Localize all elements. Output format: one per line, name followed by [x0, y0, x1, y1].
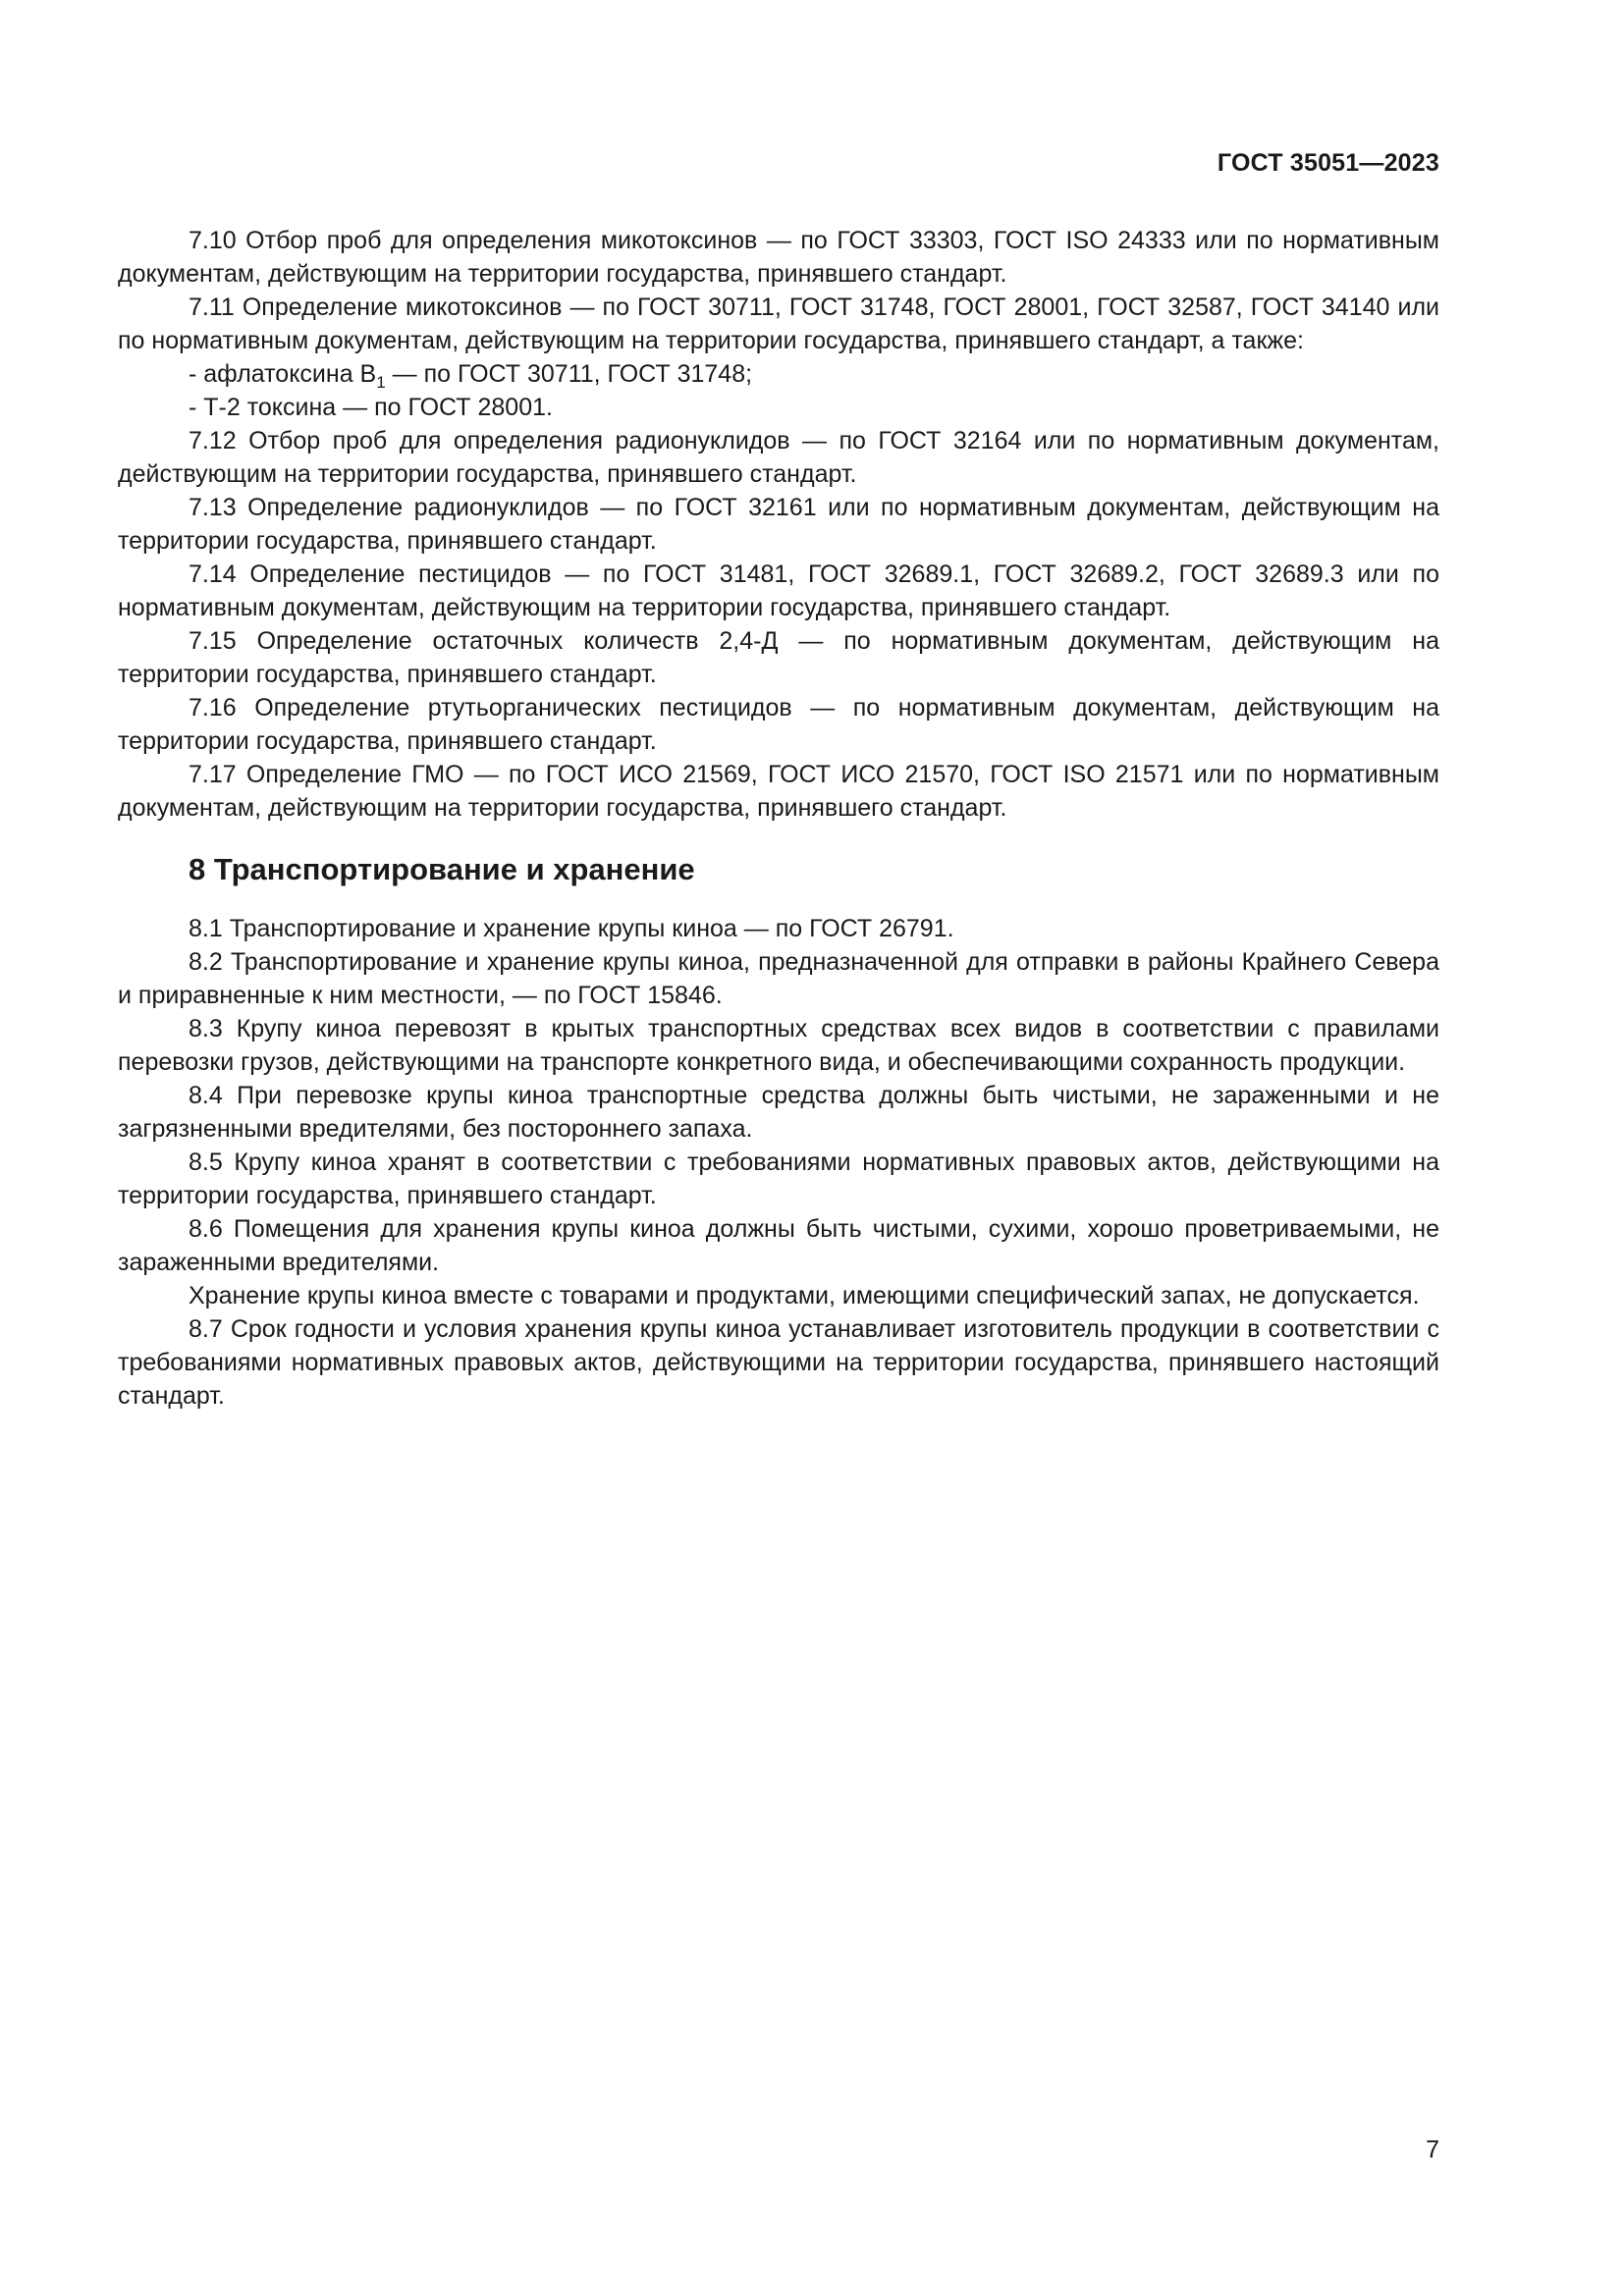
- list-item-aflatoxin-subscript: 1: [376, 373, 386, 392]
- paragraph-7-12: 7.12 Отбор проб для определения радионуклидов — по ГОСТ 32164 или по нормативным документам, действующим на территории государства, принявшего стандарт.: [118, 427, 1439, 488]
- paragraph-7-14: 7.14 Определение пестицидов — по ГОСТ 31481, ГОСТ 32689.1, ГОСТ 32689.2, ГОСТ 32689.3 или по нормативным документам, действующим на территории государства, принявшего стандарт.: [118, 561, 1439, 621]
- page-number: 7: [1426, 2136, 1439, 2163]
- paragraph-8-4: 8.4 При перевозке крупы киноа транспортные средства должны быть чистыми, не зараженными и не загрязненными вредителями, без постороннего запаха.: [118, 1082, 1439, 1143]
- paragraph-7-11: 7.11 Определение микотоксинов — по ГОСТ 30711, ГОСТ 31748, ГОСТ 28001, ГОСТ 32587, ГОСТ 34140 или по нормативным документам, действующим на территории государства, принявшего стандарт, а также:: [118, 294, 1439, 354]
- list-item-aflatoxin-suffix: — по ГОСТ 30711, ГОСТ 31748;: [385, 360, 753, 388]
- document-id-header: ГОСТ 35051—2023: [1217, 149, 1439, 177]
- paragraph-8-7: 8.7 Срок годности и условия хранения крупы киноа устанавливает изготовитель продукции в соответствии с требованиями нормативных правовых актов, действующими на территории государства, принявшего настоящий стандарт.: [118, 1315, 1439, 1410]
- document-body: [118, 224, 1439, 1413]
- paragraph-8-5: 8.5 Крупу киноа хранят в соответствии с требованиями нормативных правовых актов, действующими на территории государства, принявшего стандарт.: [118, 1148, 1439, 1209]
- paragraph-8-2: 8.2 Транспортирование и хранение крупы киноа, предназначенной для отправки в районы Крайнего Севера и приравненные к ним местности, — по ГОСТ 15846.: [118, 948, 1439, 1009]
- list-item-aflatoxin-prefix: - афлатоксина B: [189, 360, 377, 388]
- paragraph-8-1: 8.1 Транспортирование и хранение крупы киноа — по ГОСТ 26791.: [189, 915, 954, 942]
- list-item-t2-toxin: - Т-2 токсина — по ГОСТ 28001.: [189, 394, 553, 421]
- paragraph-7-17: 7.17 Определение ГМО — по ГОСТ ИСО 21569, ГОСТ ИСО 21570, ГОСТ ISO 21571 или по нормативным документам, действующим на территории государства, принявшего стандарт.: [118, 761, 1439, 822]
- section-8-heading: 8 Транспортирование и хранение: [189, 852, 695, 886]
- paragraph-7-15: 7.15 Определение остаточных количеств 2,4-Д — по нормативным документам, действующим на территории государства, принявшего стандарт.: [118, 627, 1439, 688]
- paragraph-7-10: 7.10 Отбор проб для определения микотоксинов — по ГОСТ 33303, ГОСТ ISO 24333 или по нормативным документам, действующим на территории государства, принявшего стандарт.: [118, 227, 1439, 288]
- paragraph-7-16: 7.16 Определение ртутьорганических пестицидов — по нормативным документам, действующим на территории государства, принявшего стандарт.: [118, 694, 1439, 755]
- paragraph-7-13: 7.13 Определение радионуклидов — по ГОСТ 32161 или по нормативным документам, действующим на территории государства, принявшего стандарт.: [118, 494, 1439, 555]
- paragraph-8-6: 8.6 Помещения для хранения крупы киноа должны быть чистыми, сухими, хорошо проветриваемыми, не зараженными вредителями.: [118, 1215, 1439, 1276]
- paragraph-8-3: 8.3 Крупу киноа перевозят в крытых транспортных средствах всех видов в соответствии с правилами перевозки грузов, действующими на транспорте конкретного вида, и обеспечивающими сохранность продукции.: [118, 1015, 1439, 1076]
- list-item-aflatoxin: [118, 357, 1439, 391]
- paragraph-8-6-continued: Хранение крупы киноа вместе с товарами и продуктами, имеющими специфический запах, не допускается.: [189, 1282, 1420, 1309]
